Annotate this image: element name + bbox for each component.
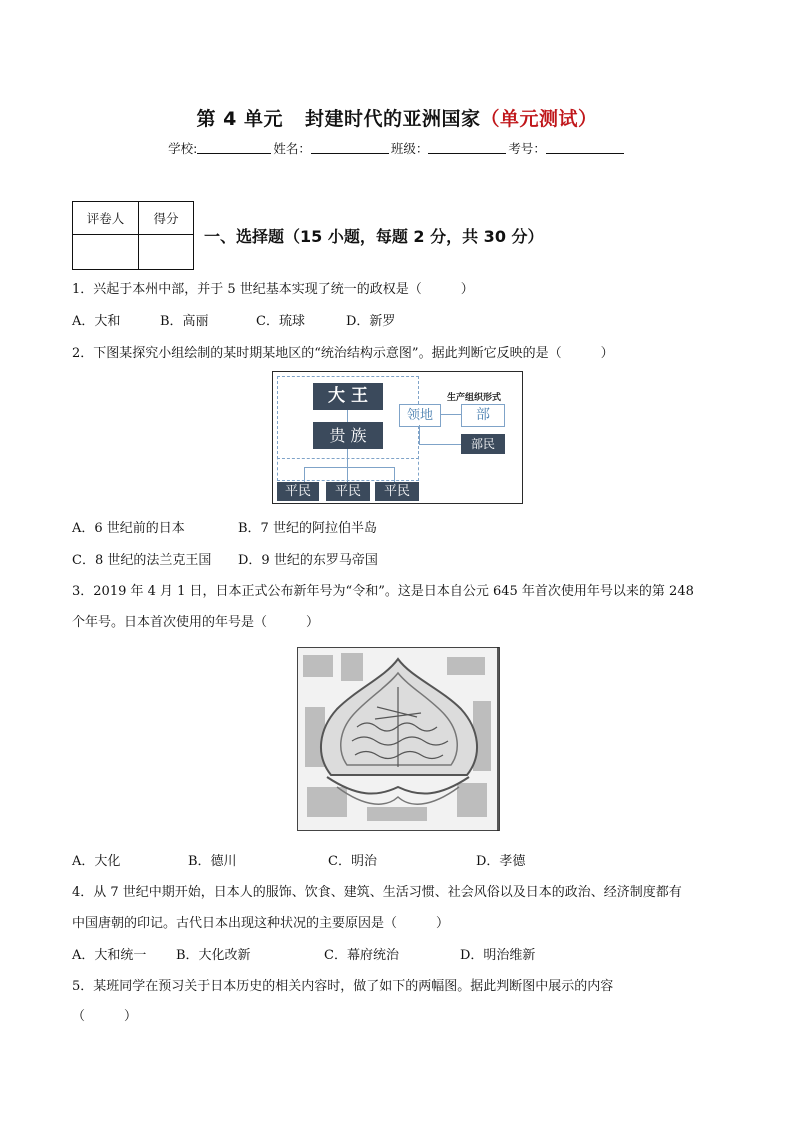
q3-stem-line1: 3．2019 年 4 月 1 日，日本正式公布新年号为“令和”。这是日本自公元 645 年首次使用年号以来的第 248: [72, 584, 694, 599]
q1-option-c[interactable]: C．琉球: [256, 314, 305, 329]
id-blank[interactable]: [546, 141, 624, 154]
q1-stem: 1．兴起于本州中部，并于 5 世纪基本实现了统一的政权是（ ）: [72, 282, 474, 297]
page-title: [0, 104, 794, 131]
q1-options: [72, 310, 395, 329]
commoner-box: 平民: [277, 482, 319, 501]
nobles-box: 贵 族: [313, 422, 383, 449]
q4-option-c[interactable]: C．幕府统治: [324, 948, 399, 963]
q2-option-d[interactable]: D．9 世纪的东罗马帝国: [238, 553, 378, 568]
q2-stem: 2．下图某探究小组绘制的某时期某地区的“统治结构示意图”。据此判断它反映的是（ ）: [72, 346, 614, 361]
q5-stem-line2: （ ）: [72, 1009, 138, 1024]
q1-option-b[interactable]: B．高丽: [160, 314, 209, 329]
q2-option-c[interactable]: C．8 世纪的法兰克王国: [72, 553, 212, 568]
q3-option-d[interactable]: D．孝德: [476, 854, 526, 869]
id-label: 考号：: [508, 141, 546, 156]
q3-stem-line2: 个年号。日本首次使用的年号是（ ）: [72, 615, 320, 630]
school-blank[interactable]: [197, 141, 271, 154]
grader-cell[interactable]: [73, 235, 139, 270]
name-blank[interactable]: [311, 141, 389, 154]
q3-option-b[interactable]: B．德川: [188, 854, 237, 869]
connector-line: [304, 467, 394, 468]
q4-option-d[interactable]: D．明治维新: [460, 948, 536, 963]
q2-options-row1: [72, 517, 377, 536]
connector-line: [440, 414, 461, 415]
bumin-box: 部民: [461, 434, 505, 454]
q3-options: [72, 850, 525, 869]
q4-option-a[interactable]: A．大和统一: [72, 948, 147, 963]
student-info-line: [0, 139, 794, 157]
q5-stem-line1: 5．某班同学在预习关于日本历史的相关内容时，做了如下的两幅图。据此判断图中展示的内容: [72, 979, 614, 994]
commoner-box: 平民: [326, 482, 370, 501]
connector-line: [419, 444, 461, 445]
q3-option-a[interactable]: A．大化: [72, 854, 121, 869]
connector-line: [394, 467, 395, 482]
rule-structure-diagram: [272, 371, 523, 504]
q4-stem-line2: 中国唐朝的印记。古代日本出现这种状况的主要原因是（ ）: [72, 916, 450, 931]
score-table: [72, 201, 194, 270]
q1-option-a[interactable]: A．大和: [72, 314, 121, 329]
connector-line: [304, 467, 305, 482]
section-title: 一、选择题（15 小题，每题 2 分，共 30 分）: [204, 227, 544, 246]
q3-option-c[interactable]: C．明治: [328, 854, 377, 869]
q1-option-d[interactable]: D．新罗: [346, 314, 396, 329]
connector-line: [419, 425, 420, 445]
q4-options: [72, 944, 535, 963]
king-box: 大 王: [313, 383, 383, 410]
score-header: 得分: [139, 202, 194, 235]
connector-line: [347, 449, 348, 482]
fief-box: 领地: [399, 404, 441, 427]
q2-option-b[interactable]: B．7 世纪的阿拉伯半岛: [238, 521, 377, 536]
class-label: 班级：: [390, 141, 429, 156]
class-blank[interactable]: [428, 141, 506, 154]
bu-box: 部: [461, 404, 505, 427]
q2-options-row2: [72, 549, 378, 568]
q2-option-a[interactable]: A．6 世纪前的日本: [72, 521, 185, 536]
school-label: 学校:: [168, 141, 198, 156]
title-red: （单元测试）: [480, 108, 598, 130]
title-main: 第 4 单元: [196, 108, 283, 130]
grader-header: 评卷人: [73, 202, 139, 235]
production-caption: 生产组织形式: [447, 393, 502, 403]
commoner-box: 平民: [375, 482, 419, 501]
score-cell[interactable]: [139, 235, 194, 270]
q4-stem-line1: 4．从 7 世纪中期开始，日本人的服饰、饮食、建筑、生活习惯、社会风俗以及日本的政治、经济制度都有: [72, 885, 682, 900]
ancient-inscription-image: [297, 647, 500, 831]
q4-option-b[interactable]: B．大化改新: [176, 948, 251, 963]
name-label: 姓名：: [273, 141, 311, 156]
connector-line: [347, 410, 348, 422]
title-sub: 封建时代的亚洲国家: [304, 108, 481, 130]
